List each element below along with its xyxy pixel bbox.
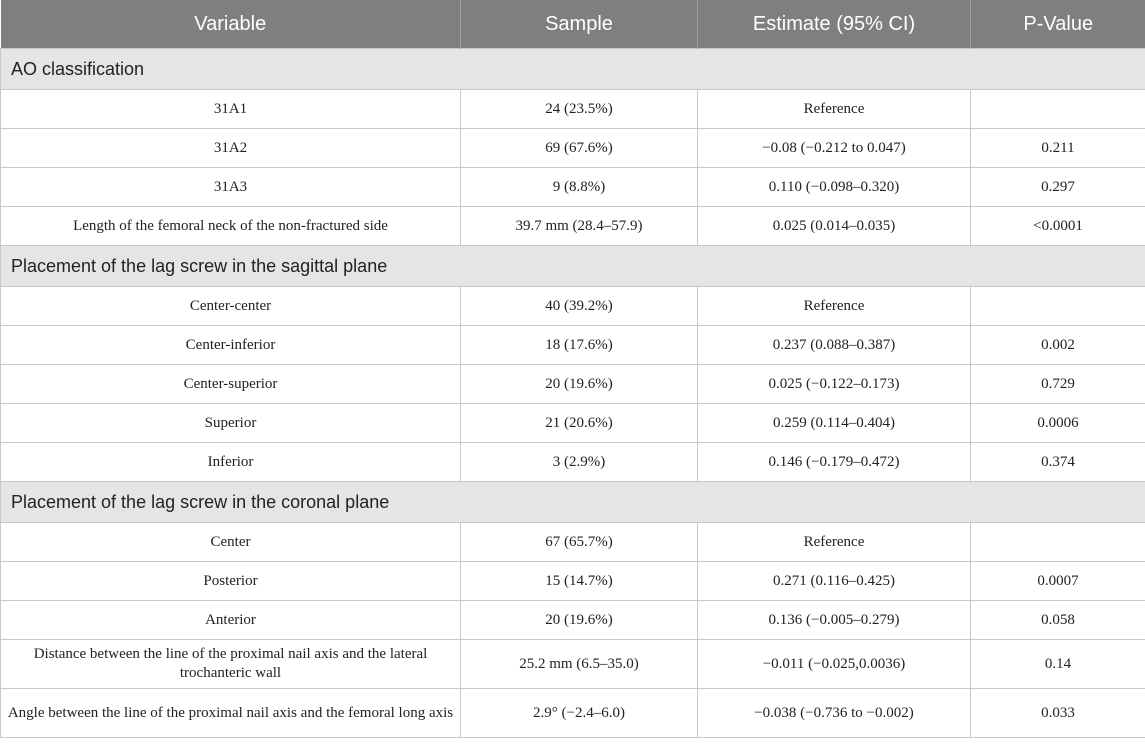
- table-row: [1, 287, 1145, 326]
- table-row: [1, 640, 1145, 689]
- cell-sample: 69 (67.6%): [461, 129, 698, 168]
- cell-variable: Posterior: [1, 562, 461, 601]
- cell-p-value: 0.002: [971, 326, 1145, 365]
- cell-p-value: 0.058: [971, 601, 1145, 640]
- section-title: AO classification: [1, 49, 1145, 90]
- cell-estimate: 0.146 (−0.179–0.472): [698, 443, 971, 482]
- cell-p-value: 0.033: [971, 689, 1145, 738]
- cell-variable: Center-superior: [1, 365, 461, 404]
- cell-p-value: [971, 90, 1145, 129]
- table-row: [1, 601, 1145, 640]
- cell-variable: Inferior: [1, 443, 461, 482]
- cell-p-value: 0.14: [971, 640, 1145, 689]
- header-p-value: P-Value: [971, 0, 1145, 49]
- cell-p-value: [971, 287, 1145, 326]
- cell-estimate: 0.136 (−0.005–0.279): [698, 601, 971, 640]
- cell-p-value: <0.0001: [971, 207, 1145, 246]
- table-row: [1, 168, 1145, 207]
- cell-estimate: Reference: [698, 90, 971, 129]
- cell-estimate: 0.025 (0.014–0.035): [698, 207, 971, 246]
- cell-sample: 67 (65.7%): [461, 523, 698, 562]
- cell-estimate: −0.038 (−0.736 to −0.002): [698, 689, 971, 738]
- cell-sample: 9 (8.8%): [461, 168, 698, 207]
- cell-sample: 25.2 mm (6.5–35.0): [461, 640, 698, 689]
- cell-sample: 20 (19.6%): [461, 601, 698, 640]
- cell-sample: 3 (2.9%): [461, 443, 698, 482]
- cell-estimate: 0.237 (0.088–0.387): [698, 326, 971, 365]
- table-row: [1, 365, 1145, 404]
- cell-variable: 31A3: [1, 168, 461, 207]
- cell-estimate: 0.110 (−0.098–0.320): [698, 168, 971, 207]
- header-variable: Variable: [1, 0, 461, 49]
- cell-sample: 24 (23.5%): [461, 90, 698, 129]
- cell-variable: 31A2: [1, 129, 461, 168]
- section-title: Placement of the lag screw in the sagittal plane: [1, 246, 1145, 287]
- section-header: [1, 482, 1145, 523]
- table-body: [1, 49, 1145, 738]
- table-row: [1, 443, 1145, 482]
- cell-variable: Center-center: [1, 287, 461, 326]
- section-title: Placement of the lag screw in the coronal plane: [1, 482, 1145, 523]
- header-sample: Sample: [461, 0, 698, 49]
- table-row: [1, 129, 1145, 168]
- cell-p-value: 0.374: [971, 443, 1145, 482]
- cell-variable: Distance between the line of the proximal nail axis and the lateral trochanteric wall: [1, 640, 461, 689]
- cell-sample: 40 (39.2%): [461, 287, 698, 326]
- table-row: [1, 90, 1145, 129]
- cell-p-value: 0.211: [971, 129, 1145, 168]
- header-estimate: Estimate (95% CI): [698, 0, 971, 49]
- cell-variable: Angle between the line of the proximal nail axis and the femoral long axis: [1, 689, 461, 738]
- table-header: [1, 0, 1145, 49]
- cell-estimate: −0.011 (−0.025,0.0036): [698, 640, 971, 689]
- cell-variable: Superior: [1, 404, 461, 443]
- cell-sample: 15 (14.7%): [461, 562, 698, 601]
- cell-estimate: Reference: [698, 287, 971, 326]
- cell-estimate: 0.259 (0.114–0.404): [698, 404, 971, 443]
- cell-estimate: Reference: [698, 523, 971, 562]
- cell-p-value: 0.729: [971, 365, 1145, 404]
- cell-sample: 21 (20.6%): [461, 404, 698, 443]
- section-header: [1, 49, 1145, 90]
- table-row: [1, 326, 1145, 365]
- cell-variable: 31A1: [1, 90, 461, 129]
- cell-estimate: 0.271 (0.116–0.425): [698, 562, 971, 601]
- cell-variable: Length of the femoral neck of the non-fractured side: [1, 207, 461, 246]
- cell-p-value: 0.297: [971, 168, 1145, 207]
- cell-variable: Anterior: [1, 601, 461, 640]
- cell-variable: Center: [1, 523, 461, 562]
- cell-p-value: 0.0007: [971, 562, 1145, 601]
- cell-sample: 39.7 mm (28.4–57.9): [461, 207, 698, 246]
- cell-estimate: 0.025 (−0.122–0.173): [698, 365, 971, 404]
- cell-sample: 18 (17.6%): [461, 326, 698, 365]
- table-row: [1, 207, 1145, 246]
- cell-sample: 2.9° (−2.4–6.0): [461, 689, 698, 738]
- cell-p-value: 0.0006: [971, 404, 1145, 443]
- section-header: [1, 246, 1145, 287]
- table-row: [1, 404, 1145, 443]
- cell-sample: 20 (19.6%): [461, 365, 698, 404]
- cell-estimate: −0.08 (−0.212 to 0.047): [698, 129, 971, 168]
- cell-variable: Center-inferior: [1, 326, 461, 365]
- cell-p-value: [971, 523, 1145, 562]
- table-row: [1, 562, 1145, 601]
- table-row: [1, 689, 1145, 738]
- header-row: [1, 0, 1145, 49]
- table-row: [1, 523, 1145, 562]
